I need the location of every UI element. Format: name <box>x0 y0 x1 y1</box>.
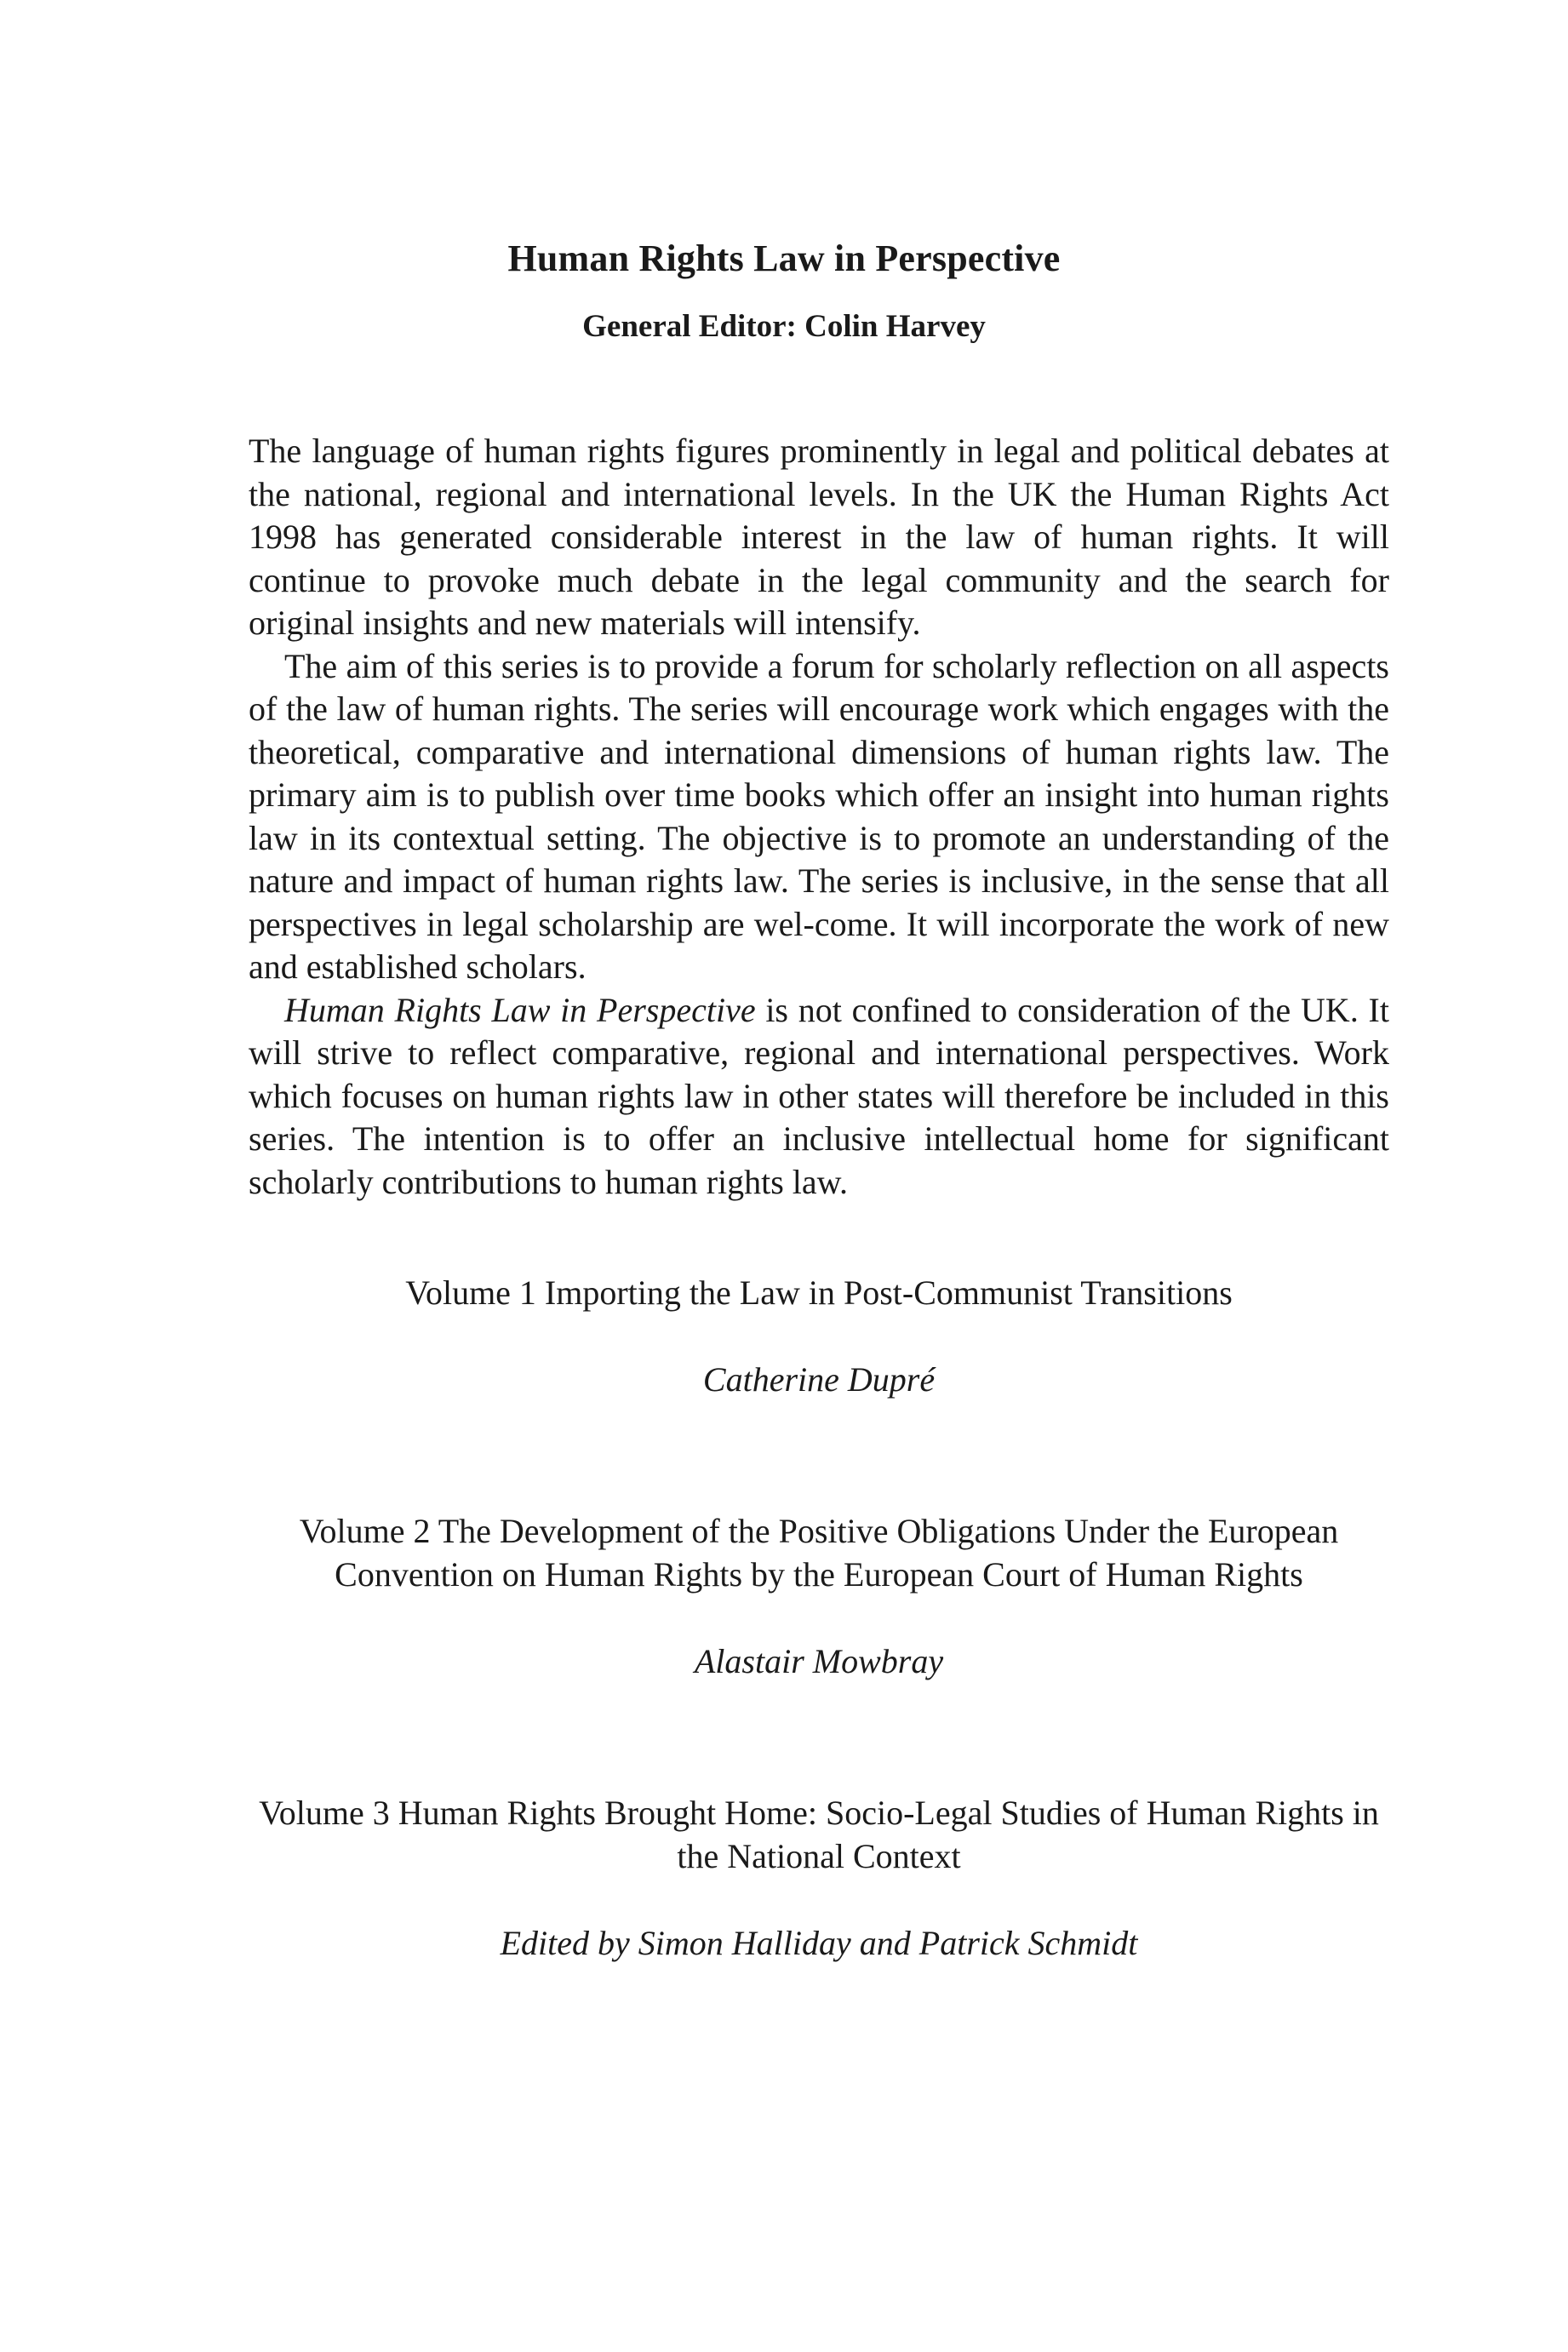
series-description <box>249 430 1389 1204</box>
volume-title: Volume 2 The Development of the Positive Obligations Under the European Convention on Human Rights by the European Court of Human Rights <box>299 1512 1339 1594</box>
series-name-italic: Human Rights Law in Perspective <box>284 990 756 1029</box>
volume-title: Volume 1 Importing the Law in Post-Communist Transitions <box>405 1273 1233 1312</box>
series-title: Human Rights Law in Perspective <box>507 237 1061 279</box>
volume-list <box>249 1271 1389 1965</box>
volume-entry <box>249 1271 1389 1401</box>
volume-title: Volume 3 Human Rights Brought Home: Socio-Legal Studies of Human Rights in the National Context <box>259 1794 1379 1875</box>
volume-author: Alastair Mowbray <box>694 1642 944 1680</box>
volume-entry <box>249 1791 1389 1965</box>
general-editor: General Editor: Colin Harvey <box>582 309 986 344</box>
paragraph-3-text: is not confined to consideration of the UK. It will strive to reflect comparative, regional and international perspectives. Work which focuses on human rights law in other states will therefore be included in this series. The intention is to offer an inclusive intellectual home for significant scholarly contributions to human rights law. <box>249 990 1389 1201</box>
paragraph-1: The language of human rights figures prominently in legal and political debates at the national, regional and international levels. In the UK the Human Rights Act 1998 has generated considerable interest in the law of human rights. It will continue to provoke much debate in the legal community and the search for original insights and new materials will intensify. <box>249 432 1389 642</box>
volume-entry <box>249 1509 1389 1683</box>
volume-author: Catherine Dupré <box>702 1360 936 1399</box>
volume-author: Edited by Simon Halliday and Patrick Schmidt <box>500 1924 1138 1962</box>
paragraph-3 <box>249 989 1389 1205</box>
paragraph-2: The aim of this series is to provide a forum for scholarly reflection on all aspects of the law of human rights. The series will encourage work which engages with the theoretical, comparative and international dimensions of human rights law. The primary aim is to publish over time books which offer an insight into human rights law in its contextual setting. The objective is to promote an understanding of the nature and impact of human rights law. The series is inclusive, in the sense that all perspectives in legal scholarship are wel-come. It will incorporate the work of new and established scholars. <box>249 646 1389 986</box>
